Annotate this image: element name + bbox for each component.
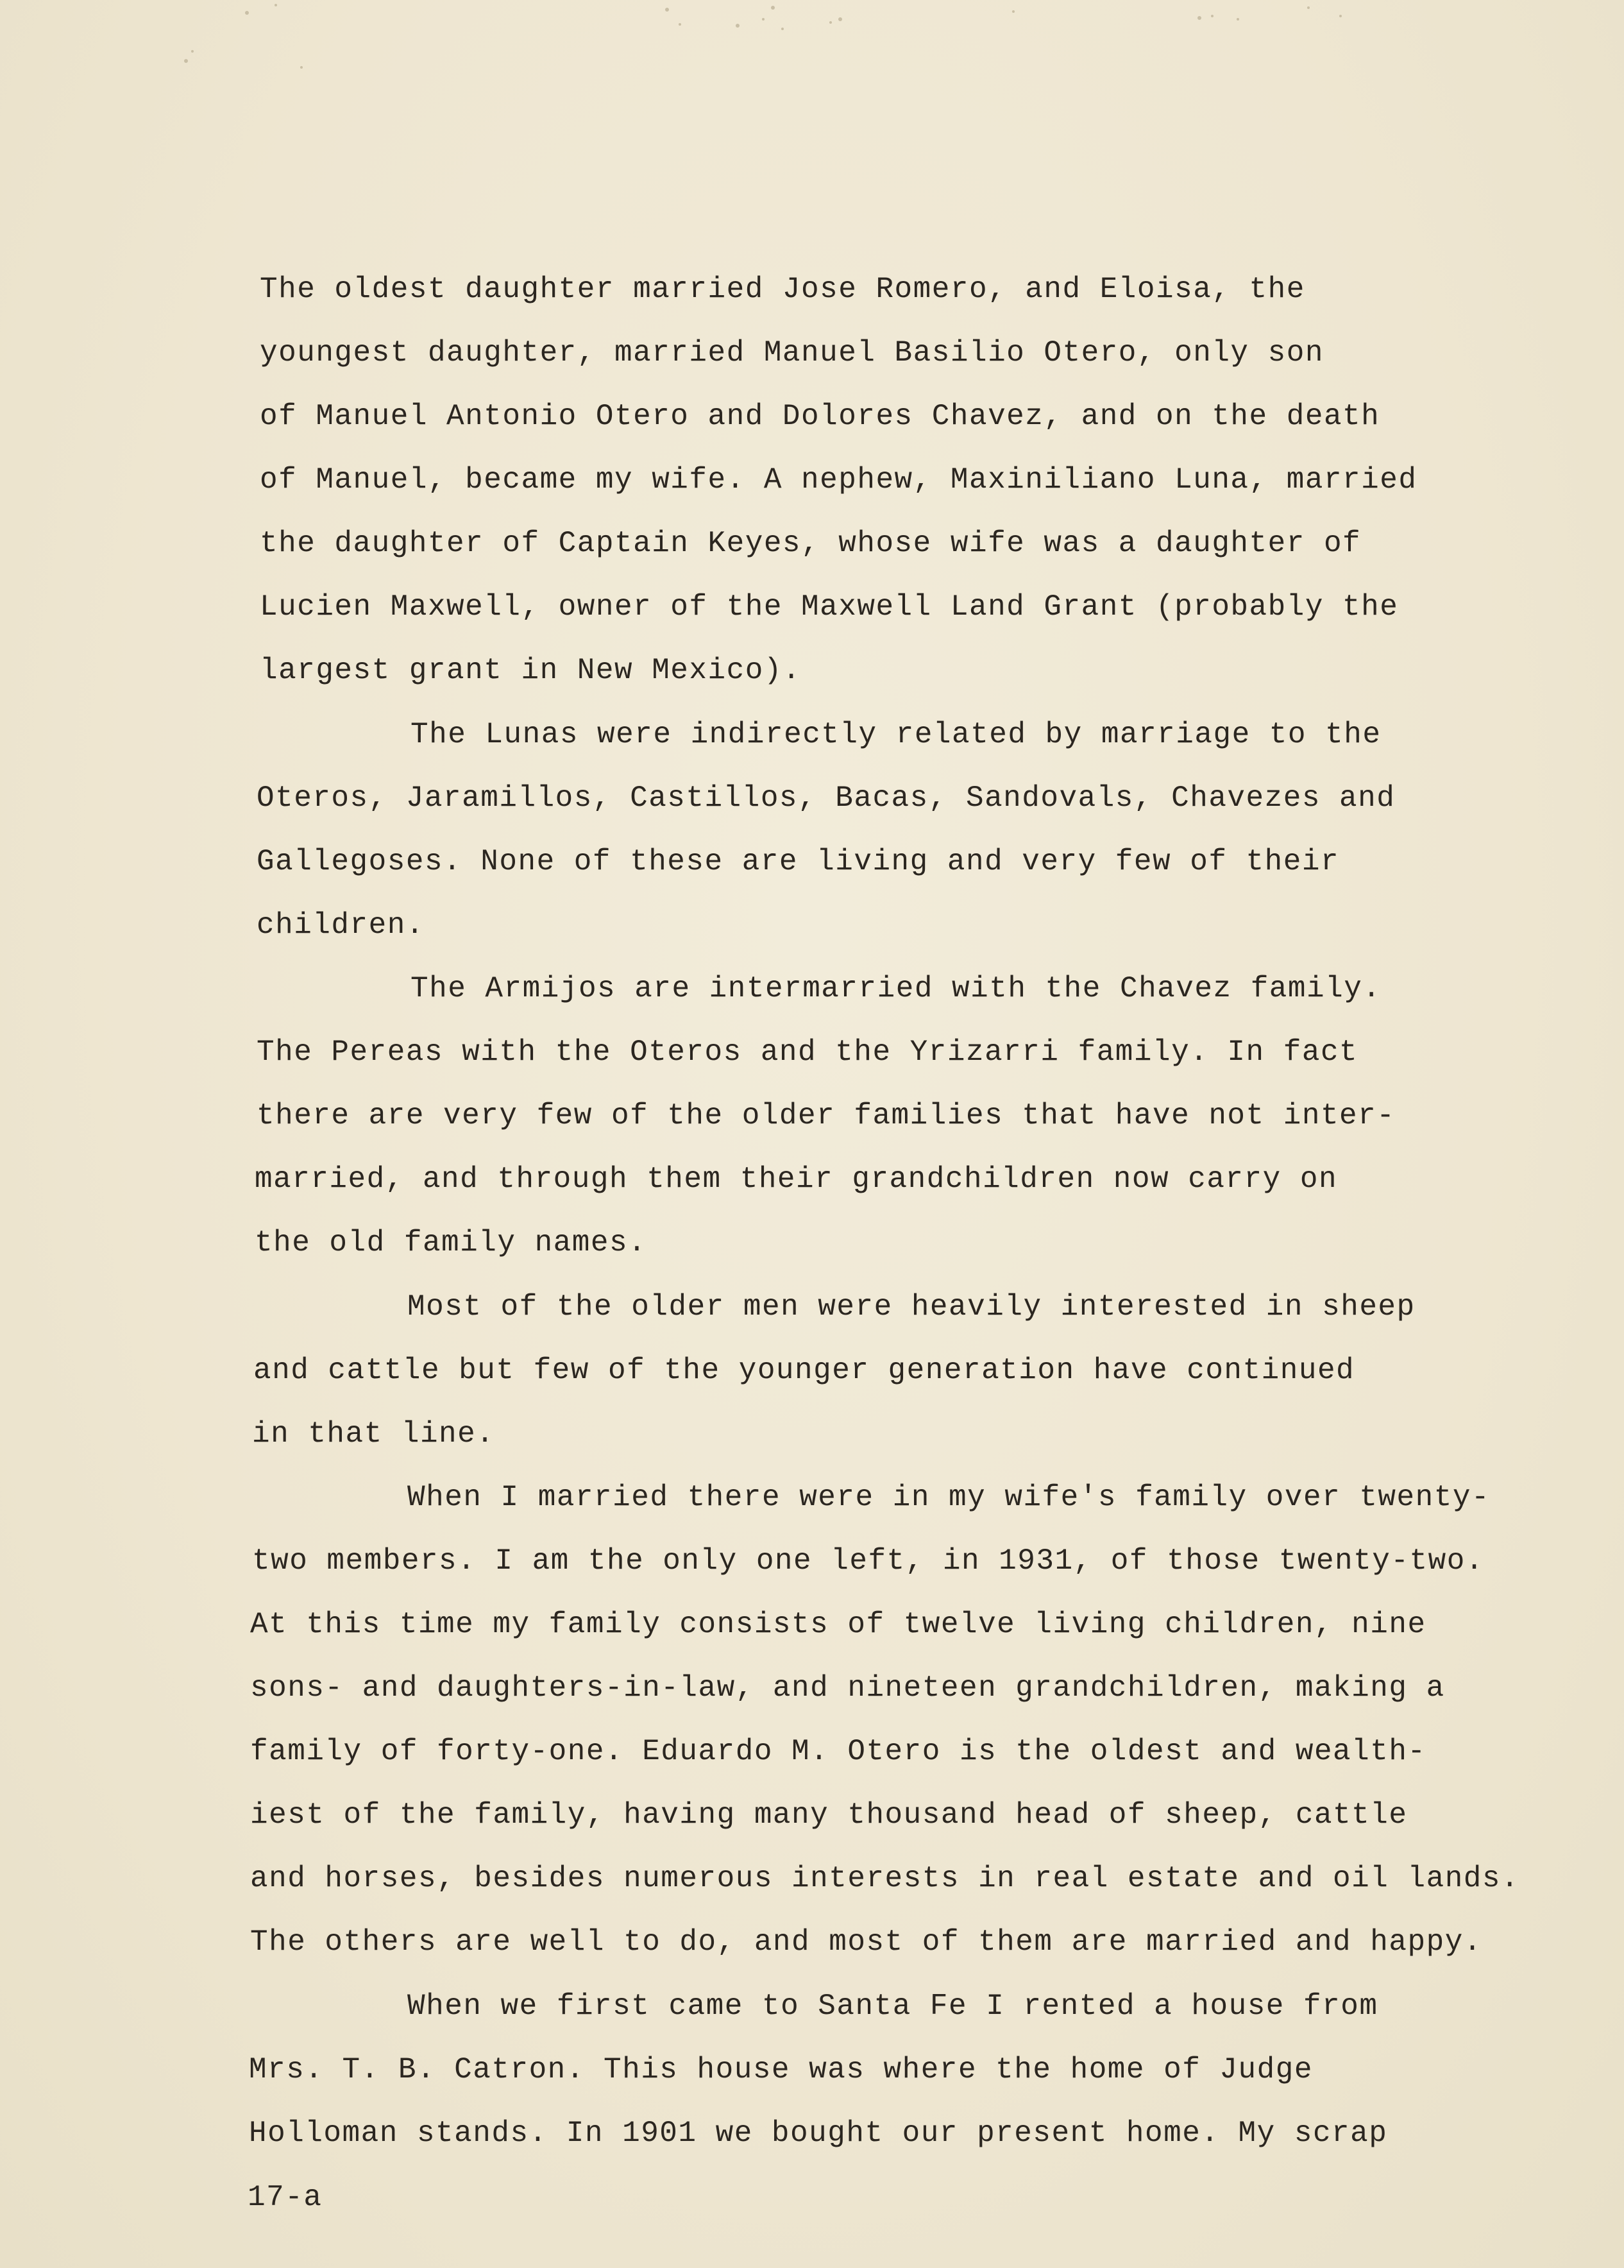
text-line: When I married there were in my wife's family over twenty- (407, 1481, 1491, 1514)
text-line: The others are well to do, and most of them are married and happy. (250, 1925, 1482, 1959)
paper-specks (0, 0, 1624, 77)
text-line: The Pereas with the Oteros and the Yrizarri family. In fact (257, 1036, 1358, 1069)
text-line: youngest daughter, married Manuel Basilio Otero, only son (260, 336, 1324, 370)
text-line: of Manuel Antonio Otero and Dolores Chavez, and on the death (260, 400, 1380, 433)
text-line: the daughter of Captain Keyes, whose wife was a daughter of (260, 527, 1362, 560)
text-line: Lucien Maxwell, owner of the Maxwell Land Grant (probably the (260, 590, 1399, 624)
text-line: and cattle but few of the younger generation have continued (253, 1354, 1355, 1387)
text-line: When we first came to Santa Fe I rented a house from (407, 1990, 1378, 2023)
text-line: Oteros, Jaramillos, Castillos, Bacas, Sandovals, Chavezes and (257, 781, 1396, 815)
text-line: Mrs. T. B. Catron. This house was where the home of Judge (249, 2053, 1313, 2086)
text-line: The oldest daughter married Jose Romero, and Eloisa, the (260, 273, 1305, 306)
text-line: At this time my family consists of twelve living children, nine (250, 1608, 1426, 1641)
text-line: of Manuel, became my wife. A nephew, Maxiniliano Luna, married (260, 463, 1417, 497)
text-line: largest grant in New Mexico). (260, 654, 802, 687)
text-line: Gallegoses. None of these are living and very few of their (257, 845, 1340, 878)
text-line: Most of the older men were heavily interested in sheep (407, 1290, 1416, 1324)
text-line: sons- and daughters-in-law, and nineteen grandchildren, making a (250, 1671, 1445, 1705)
text-line: in that line. (252, 1417, 495, 1451)
text-line: iest of the family, having many thousand head of sheep, cattle (250, 1798, 1408, 1832)
text-line: The Armijos are intermarried with the Chavez family. (410, 972, 1382, 1005)
text-line: Holloman stands. In 1901 we bought our present home. My scrap (249, 2117, 1388, 2150)
text-line: family of forty-one. Eduardo M. Otero is the oldest and wealth- (250, 1735, 1426, 1768)
text-line: married, and through them their grandchildren now carry on (255, 1163, 1338, 1196)
text-line: and horses, besides numerous interests in real estate and oil lands. (250, 1862, 1520, 1895)
text-line: the old family names. (255, 1226, 647, 1259)
page-number: 17-a (248, 2181, 323, 2214)
text-line: The Lunas were indirectly related by marriage to the (410, 718, 1382, 751)
text-line: children. (257, 908, 425, 942)
text-line: there are very few of the older families that have not inter- (257, 1099, 1396, 1132)
text-line: two members. I am the only one left, in 1931, of those twenty-two. (252, 1544, 1484, 1578)
